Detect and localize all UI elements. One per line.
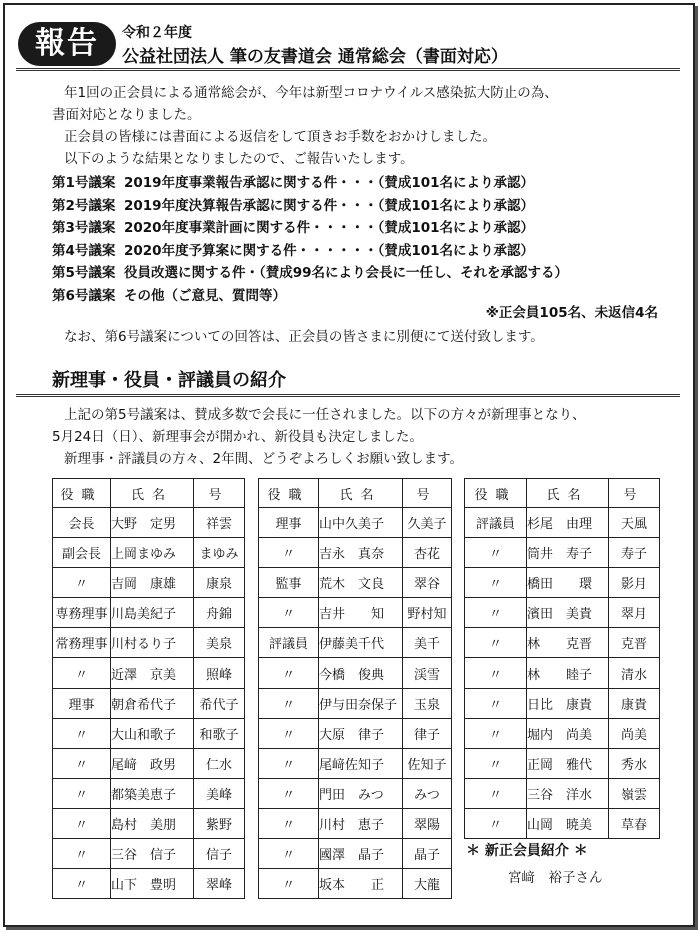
officer-table-3 — [464, 478, 660, 839]
go-cell: 嶺雲 — [609, 778, 660, 808]
table-row — [53, 778, 245, 808]
section-text-2: 5月24日（日）、新理事会が開かれ、新役員も決定しました。 — [52, 429, 423, 445]
go-cell: 康泉 — [194, 568, 245, 598]
role-cell: 〃 — [259, 808, 319, 838]
name-cell: 正岡 雅代 — [527, 748, 609, 778]
go-cell: 信子 — [194, 839, 245, 869]
agenda-desc: 2019年度事業報告承認に関する件・・・（賛成101名により承認） — [124, 175, 535, 191]
agenda-list — [52, 172, 568, 308]
go-cell: 野村知 — [403, 598, 452, 628]
go-cell: 美泉 — [194, 628, 245, 658]
role-cell: 副会長 — [53, 538, 111, 568]
agenda-num: 第2号議案 — [52, 197, 116, 214]
go-cell: まゆみ — [194, 538, 245, 568]
col-name-header: 氏名 — [111, 479, 194, 508]
go-cell: 杏花 — [403, 538, 452, 568]
go-cell: 尚美 — [609, 718, 660, 748]
new-member-title: ＊ 新正会員紹介 ＊ — [466, 843, 588, 859]
table-row — [465, 748, 660, 778]
go-cell: 翠峰 — [194, 869, 245, 899]
table-row — [53, 869, 245, 899]
go-cell: 影月 — [609, 568, 660, 598]
name-cell: 筒井 寿子 — [527, 538, 609, 568]
name-cell: 川村 恵子 — [319, 808, 403, 838]
agenda-item — [52, 217, 568, 240]
go-cell: 草春 — [609, 808, 660, 838]
section-title: 新理事・役員・評議員の紹介 — [52, 370, 286, 391]
table-row — [53, 808, 245, 838]
role-cell: 会長 — [53, 508, 111, 538]
agenda-desc: 2020年度事業計画に関する件・・・・・（賛成101名により承認） — [124, 220, 535, 237]
agenda-item — [52, 172, 568, 195]
table-row — [53, 508, 245, 538]
name-cell: 堀内 尚美 — [527, 718, 609, 748]
table-row — [465, 778, 660, 808]
name-cell: 朝倉希代子 — [111, 688, 194, 718]
name-cell: 吉岡 康雄 — [111, 568, 194, 598]
col-role-header: 役職 — [465, 479, 527, 508]
role-cell: 〃 — [465, 658, 527, 688]
officer-table-2 — [258, 478, 452, 899]
go-cell: 美千 — [403, 628, 452, 658]
name-cell: 坂本 正 — [319, 869, 403, 899]
col-role-header: 役職 — [53, 479, 111, 508]
agenda-desc: その他（ご意見、質問等） — [124, 287, 286, 304]
table-row — [53, 748, 245, 778]
role-cell: 〃 — [53, 718, 111, 748]
section-rule — [16, 394, 680, 397]
col-go-header: 号 — [609, 479, 660, 508]
go-cell: 希代子 — [194, 688, 245, 718]
role-cell: 〃 — [465, 808, 527, 838]
go-cell: 仁水 — [194, 748, 245, 778]
role-cell: 理事 — [259, 508, 319, 538]
name-cell: 濱田 美貴 — [527, 598, 609, 628]
role-cell: 〃 — [465, 538, 527, 568]
agenda-num: 第5号議案 — [52, 265, 116, 282]
section-text-3: 新理事・評議員の方々、2年間、どうぞよろしくお願い致します。 — [64, 451, 464, 467]
go-cell: 清水 — [609, 658, 660, 688]
table-row — [465, 628, 660, 658]
table-row — [259, 568, 452, 598]
agenda-item — [52, 195, 568, 218]
agenda-desc: 2020年度予算案に関する件・・・・・・（賛成101名により承認） — [124, 242, 535, 259]
table-row — [259, 658, 452, 688]
go-cell: 翠陽 — [403, 808, 452, 838]
role-cell: 〃 — [259, 658, 319, 688]
role-cell: 〃 — [465, 748, 527, 778]
go-cell: 翠月 — [609, 598, 660, 628]
go-cell: 秀水 — [609, 748, 660, 778]
table-row — [465, 658, 660, 688]
header-year: 令和２年度 — [122, 25, 192, 41]
report-badge: 報告 — [18, 22, 116, 66]
role-cell: 〃 — [465, 598, 527, 628]
table-row — [53, 538, 245, 568]
role-cell: 〃 — [259, 839, 319, 869]
name-cell: 川島美紀子 — [111, 598, 194, 628]
name-cell: 近澤 京美 — [111, 658, 194, 688]
agenda-desc: 役員改選に関する件・（賛成99名により会長に一任し、それを承認する） — [124, 265, 569, 282]
go-cell: 美峰 — [194, 778, 245, 808]
role-cell: 〃 — [259, 688, 319, 718]
col-role-header: 役職 — [259, 479, 319, 508]
agenda-num: 第1号議案 — [52, 175, 116, 191]
table-row — [465, 568, 660, 598]
name-cell: 今橋 俊典 — [319, 658, 403, 688]
table-row — [259, 808, 452, 838]
name-cell: 都築美恵子 — [111, 778, 194, 808]
table-row — [259, 508, 452, 538]
table-row — [465, 538, 660, 568]
name-cell: 大原 律子 — [319, 718, 403, 748]
name-cell: 大野 定男 — [111, 508, 194, 538]
name-cell: 山下 豊明 — [111, 869, 194, 899]
name-cell: 荒木 文良 — [319, 568, 403, 598]
name-cell: 門田 みつ — [319, 778, 403, 808]
intro-line-4: 以下のような結果となりましたので、ご報告いたします。 — [64, 151, 414, 167]
agenda-num: 第3号議案 — [52, 220, 116, 237]
table-row — [465, 718, 660, 748]
member-count-note: ※正会員105名、未返信4名 — [485, 305, 658, 321]
officer-table-1 — [52, 478, 245, 899]
role-cell: 〃 — [53, 658, 111, 688]
table-row — [465, 508, 660, 538]
table-row — [53, 839, 245, 869]
table-row — [259, 688, 452, 718]
intro-line-1: 年1回の正会員による通常総会が、今年は新型コロナウイルス感染拡大防止の為、 — [64, 85, 558, 101]
go-cell: 紫野 — [194, 808, 245, 838]
name-cell: 川村るり子 — [111, 628, 194, 658]
table-header-row — [465, 479, 660, 508]
name-cell: 山岡 暁美 — [527, 808, 609, 838]
col-go-header: 号 — [403, 479, 452, 508]
go-cell: 克晋 — [609, 628, 660, 658]
name-cell: 杉尾 由理 — [527, 508, 609, 538]
name-cell: 大山和歌子 — [111, 718, 194, 748]
header-title: 公益社団法人 筆の友書道会 通常総会（書面対応） — [122, 47, 508, 67]
go-cell: 康貴 — [609, 688, 660, 718]
name-cell: 上岡まゆみ — [111, 538, 194, 568]
table-row — [53, 658, 245, 688]
go-cell: 大龍 — [403, 869, 452, 899]
role-cell: 専務理事 — [53, 598, 111, 628]
agenda-item — [52, 262, 568, 285]
role-cell: 〃 — [465, 568, 527, 598]
table-row — [53, 568, 245, 598]
name-cell: 尾﨑佐知子 — [319, 748, 403, 778]
header-rule — [16, 68, 680, 71]
go-cell: 晶子 — [403, 839, 452, 869]
table-row — [259, 778, 452, 808]
table-row — [259, 718, 452, 748]
role-cell: 評議員 — [465, 508, 527, 538]
table-row — [465, 598, 660, 628]
name-cell: 林 睦子 — [527, 658, 609, 688]
role-cell: 監事 — [259, 568, 319, 598]
table-row — [259, 538, 452, 568]
table-row — [465, 808, 660, 838]
name-cell: 山中久美子 — [319, 508, 403, 538]
table-row — [259, 748, 452, 778]
table-row — [53, 688, 245, 718]
table-header-row — [53, 479, 245, 508]
intro-line-3: 正会員の皆様には書面による返信をして頂きお手数をおかけしました。 — [64, 129, 496, 145]
role-cell: 〃 — [465, 628, 527, 658]
col-name-header: 氏名 — [319, 479, 403, 508]
table-row — [259, 598, 452, 628]
go-cell: 渓雪 — [403, 658, 452, 688]
go-cell: 久美子 — [403, 508, 452, 538]
name-cell: 吉永 真奈 — [319, 538, 403, 568]
name-cell: 三谷 洋水 — [527, 778, 609, 808]
name-cell: 國澤 晶子 — [319, 839, 403, 869]
role-cell: 〃 — [53, 568, 111, 598]
role-cell: 〃 — [465, 688, 527, 718]
note-line: なお、第6号議案についての回答は、正会員の皆さまに別便にて送付致します。 — [64, 329, 544, 345]
role-cell: 〃 — [259, 778, 319, 808]
go-cell: 和歌子 — [194, 718, 245, 748]
table-row — [259, 839, 452, 869]
go-cell: 天風 — [609, 508, 660, 538]
name-cell: 島村 美朋 — [111, 808, 194, 838]
role-cell: 〃 — [259, 869, 319, 899]
role-cell: 常務理事 — [53, 628, 111, 658]
role-cell: 〃 — [465, 718, 527, 748]
go-cell: 翠谷 — [403, 568, 452, 598]
name-cell: 三谷 信子 — [111, 839, 194, 869]
name-cell: 吉井 知 — [319, 598, 403, 628]
table-row — [465, 688, 660, 718]
table-header-row — [259, 479, 452, 508]
agenda-desc: 2019年度決算報告承認に関する件・・・（賛成101名により承認） — [124, 197, 535, 214]
table-row — [53, 628, 245, 658]
go-cell: 照峰 — [194, 658, 245, 688]
role-cell: 〃 — [259, 538, 319, 568]
go-cell: 律子 — [403, 718, 452, 748]
go-cell: 舟錦 — [194, 598, 245, 628]
name-cell: 林 克晋 — [527, 628, 609, 658]
name-cell: 伊藤美千代 — [319, 628, 403, 658]
table-row — [53, 718, 245, 748]
name-cell: 尾﨑 政男 — [111, 748, 194, 778]
go-cell: 祥雲 — [194, 508, 245, 538]
table-row — [259, 628, 452, 658]
role-cell: 〃 — [259, 748, 319, 778]
name-cell: 橋田 環 — [527, 568, 609, 598]
agenda-num: 第6号議案 — [52, 287, 116, 304]
go-cell: 玉泉 — [403, 688, 452, 718]
table-row — [259, 869, 452, 899]
go-cell: みつ — [403, 778, 452, 808]
role-cell: 〃 — [53, 808, 111, 838]
col-name-header: 氏名 — [527, 479, 609, 508]
role-cell: 〃 — [259, 598, 319, 628]
role-cell: 〃 — [53, 778, 111, 808]
role-cell: 〃 — [53, 869, 111, 899]
role-cell: 〃 — [259, 718, 319, 748]
name-cell: 伊与田奈保子 — [319, 688, 403, 718]
go-cell: 寿子 — [609, 538, 660, 568]
agenda-num: 第4号議案 — [52, 242, 116, 259]
role-cell: 理事 — [53, 688, 111, 718]
role-cell: 評議員 — [259, 628, 319, 658]
new-member-name: 宮﨑 裕子さん — [508, 870, 603, 886]
agenda-item — [52, 240, 568, 263]
col-go-header: 号 — [194, 479, 245, 508]
go-cell: 佐知子 — [403, 748, 452, 778]
role-cell: 〃 — [53, 839, 111, 869]
intro-line-2: 書面対応となりました。 — [52, 107, 201, 123]
table-row — [53, 598, 245, 628]
role-cell: 〃 — [53, 748, 111, 778]
section-text-1: 上記の第5号議案は、賛成多数で会長に一任されました。以下の方々が新理事となり、 — [64, 407, 586, 423]
role-cell: 〃 — [465, 778, 527, 808]
name-cell: 日比 康貴 — [527, 688, 609, 718]
